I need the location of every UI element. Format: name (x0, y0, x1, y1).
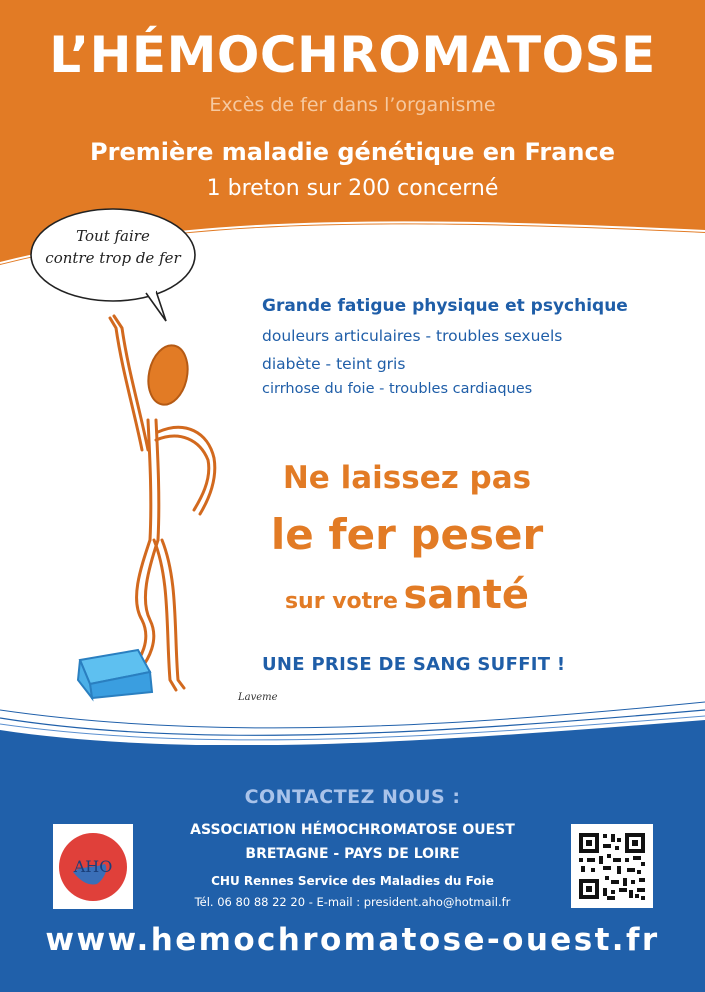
logo-text: AHO (73, 857, 113, 876)
association-name: ASSOCIATION HÉMOCHROMATOSE OUEST (190, 822, 515, 838)
bubble-line-1: Tout faire (76, 227, 150, 245)
artist-signature: Laveme (238, 692, 278, 703)
symptom-line: douleurs articulaires - troubles sexuels (262, 327, 563, 345)
association-logo (53, 824, 133, 909)
qr-code-icon (571, 824, 653, 908)
hospital-service: CHU Rennes Service des Maladies du Foie (211, 874, 494, 888)
stick-figure-illustration (70, 300, 250, 710)
website-url[interactable]: www.hemochromatose-ouest.fr (45, 922, 660, 958)
contact-details[interactable]: Tél. 06 80 88 22 20 - E-mail : president.aho@hotmail.fr (194, 895, 511, 909)
slogan-line-3-small: sur votre (284, 589, 398, 614)
contact-title: CONTACTEZ NOUS : (244, 786, 461, 808)
symptom-line: diabète - teint gris (262, 355, 406, 373)
page-title: L’HÉMOCHROMATOSE (49, 26, 656, 84)
qr-code[interactable] (571, 824, 653, 908)
association-region: BRETAGNE - PAYS DE LOIRE (245, 846, 460, 862)
bubble-text (38, 225, 188, 269)
slogan-line-3-big: santé (403, 572, 530, 618)
tagline: Première maladie génétique en France (90, 138, 615, 166)
statistic: 1 breton sur 200 concerné (206, 176, 499, 201)
bubble-line-2: contre trop de fer (45, 249, 181, 267)
page-subtitle: Excès de fer dans l’organisme (209, 94, 496, 116)
slogan-line-3 (262, 572, 552, 618)
symptoms-heading: Grande fatigue physique et psychique (262, 296, 628, 316)
call-to-action: UNE PRISE DE SANG SUFFIT ! (262, 654, 566, 675)
symptom-line: cirrhose du foie - troubles cardiaques (262, 381, 533, 397)
slogan-line-1: Ne laissez pas (282, 460, 532, 496)
aho-logo-icon (53, 824, 133, 909)
slogan-line-2: le fer peser (270, 510, 544, 559)
